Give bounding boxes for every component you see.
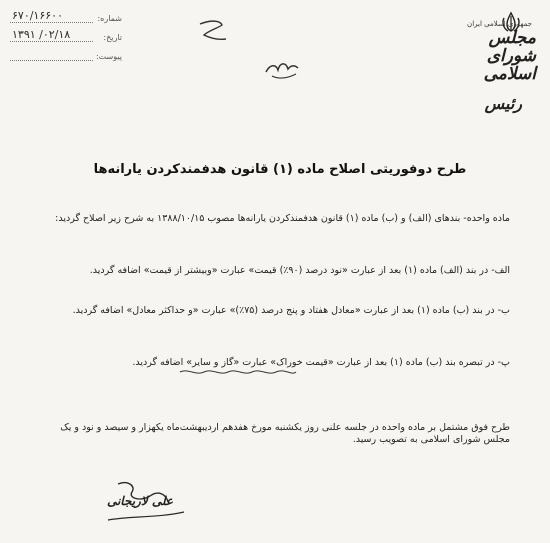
majlis-lettering: مجلس شورای اسلامی xyxy=(483,28,536,84)
republic-label: جمهوری اسلامی ایران xyxy=(467,20,532,28)
letter-date-value: ۱۳۹۱ /۰۲/۱۸ xyxy=(10,28,93,42)
letter-date-row xyxy=(10,23,122,42)
letter-number-value: ۶۷۰/۱۶۶۰۰ xyxy=(10,9,93,23)
letter-date-label: تاریخ: xyxy=(103,33,122,42)
signature-block xyxy=(88,478,198,528)
clause-pe: پ- در تبصره بند (ب) ماده (۱) بعد از عبارت «قیمت خوراک» عبارت «گاز و سایر» اضافه گردید. xyxy=(132,357,510,368)
approval-paragraph: طرح فوق مشتمل بر ماده واحده در جلسه علنی روز یکشنبه مورخ هفدهم اردیبهشت‌ماه یکهزار و سیصد و نود و یک مجلس شورای اسلامی به تصویب رسید. xyxy=(60,422,510,446)
parliament-logo xyxy=(436,20,536,113)
initials-mark-icon xyxy=(262,56,302,82)
document-title: طرح دوفوریتی اصلاح ماده (۱) قانون هدفمندکردن یارانه‌ها xyxy=(93,162,467,177)
clause-be: ب- در بند (ب) ماده (۱) بعد از عبارت «معادل هفتاد و پنج درصد (۷۵٪)» عبارت «و حداکثر معادل» اضافه گردید. xyxy=(72,305,510,316)
underline-mark-icon xyxy=(178,367,298,377)
signatory-name: علی لاریجانی xyxy=(106,494,174,508)
letter-number-row xyxy=(10,4,122,23)
article-intro: ماده واحده- بندهای (الف) و (ب) ماده (۱) قانون هدفمندکردن یارانه‌ها مصوب ۱۳۸۸/۱۰/۱۵ به شرح زیر اصلاح گردید: xyxy=(55,213,510,224)
chairman-lettering: رئیس xyxy=(484,93,522,113)
letter-number-label: شماره: xyxy=(97,14,122,23)
clause-alef: الف- در بند (الف) ماده (۱) بعد از عبارت «نود درصد (۹۰٪) قیمت» عبارت «وبیشتر از قیمت» اضافه گردید. xyxy=(89,265,510,276)
letter-meta xyxy=(10,4,122,61)
letter-attachment-value xyxy=(10,60,93,61)
letter-attachment-row xyxy=(10,42,122,61)
letter-attachment-label: پیوست: xyxy=(95,52,122,61)
handwritten-mark-icon xyxy=(196,18,230,46)
